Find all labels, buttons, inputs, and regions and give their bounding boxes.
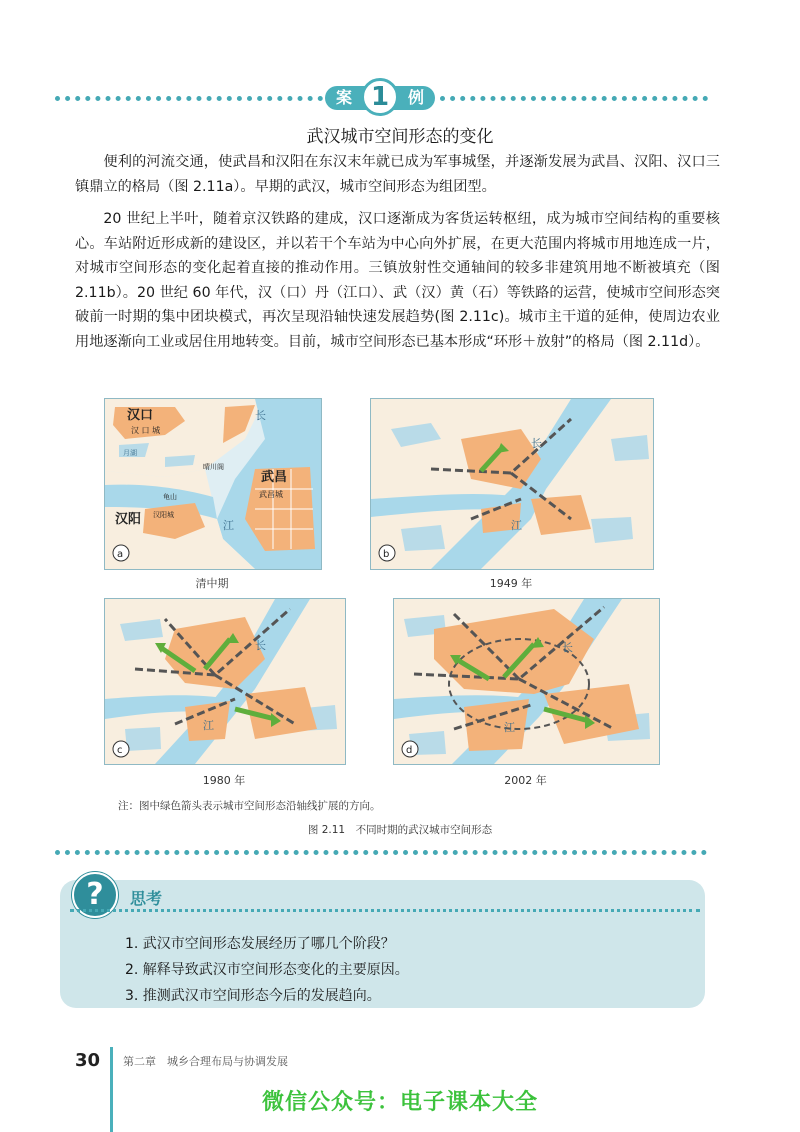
figure-caption: 图 2.11 不同时期的武汉城市空间形态 [307, 824, 493, 836]
map-d-label-jiang: 江 [504, 721, 515, 734]
case-badge-number: 1 [361, 78, 399, 116]
header-dotted-line-right [440, 96, 708, 101]
question-3: 3. 推测武汉市空间形态今后的发展趋向。 [125, 988, 381, 1004]
map-b [370, 398, 654, 570]
label-hankou: 汉口 [127, 408, 154, 423]
map-a-caption: 清中期 [195, 577, 229, 590]
header-dotted-line-left [55, 96, 323, 101]
map-b-label-jiang: 江 [511, 519, 522, 532]
case-badge [325, 78, 435, 118]
map-a [104, 398, 322, 570]
label-qingchuan: 晴川阁 [203, 463, 224, 471]
label-jiang: 江 [223, 519, 234, 532]
map-d-label-chang: 长 [562, 641, 573, 654]
label-wuchang-city: 武昌城 [259, 490, 283, 499]
paragraph-2: 20 世纪上半叶，随着京汉铁路的建成，汉口逐渐成为客货运转枢纽，成为城市空间结构的重要核心。车站附近形成新的建设区，并以若干个车站为中心向外扩展，在更大范围内将城市用地连成一片，对城市空间形态的变化起着直接的推动作用。三镇放射性交通轴间的较多非建筑用地不断被填充（图 2.11b）。20 世纪 60 年代，汉（口）丹（江口）、武（汉）黄（石）等铁路的运营，使城市空间形态突破前一时期的集中团块模式，再次呈现沿轴快速发展趋势(图 2.11c)。城市主干道的延伸，使周边农业用地逐渐向工业或居住用地转变。目前，城市空间形态已基本形成“环形＋放射”的格局（图 2.11d）。 [75, 211, 720, 350]
map-b-caption: 1949 年 [489, 577, 533, 590]
page-number: 30 [75, 1050, 101, 1071]
think-dotted-line [70, 909, 700, 912]
chapter-title: 第二章 城乡合理布局与协调发展 [123, 1055, 288, 1068]
figure-note: 注：图中绿色箭头表示城市空间形态沿轴线扩展的方向。 [118, 800, 381, 812]
label-hankou-city: 汉 口 城 [131, 426, 161, 435]
case-badge-right: 例 [407, 88, 424, 107]
label-yangtze: 长 [255, 409, 266, 422]
map-c-caption: 1980 年 [202, 774, 246, 787]
map-d-badge: d [406, 745, 413, 756]
map-c-label-jiang: 江 [203, 719, 214, 732]
case-title: 武汉城市空间形态的变化 [306, 127, 494, 147]
map-b-badge: b [383, 549, 390, 560]
watermark: 微信公众号：电子课本大全 [261, 1090, 538, 1115]
case-badge-left: 案 [335, 88, 352, 107]
question-1: 1. 武汉市空间形态发展经历了哪几个阶段？ [125, 936, 395, 952]
label-guishan: 龟山 [163, 493, 177, 501]
map-d-caption: 2002 年 [504, 774, 547, 787]
question-2: 2. 解释导致武汉市空间形态变化的主要原因。 [125, 962, 409, 978]
map-c-badge: c [117, 745, 123, 756]
map-b-label-chang: 长 [531, 437, 542, 450]
map-a-badge: a [117, 549, 124, 560]
map-c [104, 598, 346, 765]
map-c-label-chang: 长 [255, 639, 266, 652]
question-icon: ? [72, 872, 118, 918]
think-title: 思考 [130, 889, 163, 908]
label-wuchang: 武昌 [261, 470, 288, 485]
label-lake-1: 月湖 [123, 449, 137, 457]
section-dotted-divider [55, 850, 707, 855]
map-d [393, 598, 660, 765]
label-hanyang-city: 汉阳城 [153, 511, 174, 519]
paragraph-1: 便利的河流交通，使武昌和汉阳在东汉末年就已成为军事城堡，并逐渐发展为武昌、汉阳、汉口三镇鼎立的格局（图 2.11a）。早期的武汉，城市空间形态为组团型。 [75, 154, 720, 195]
label-hanyang: 汉阳 [115, 512, 142, 527]
